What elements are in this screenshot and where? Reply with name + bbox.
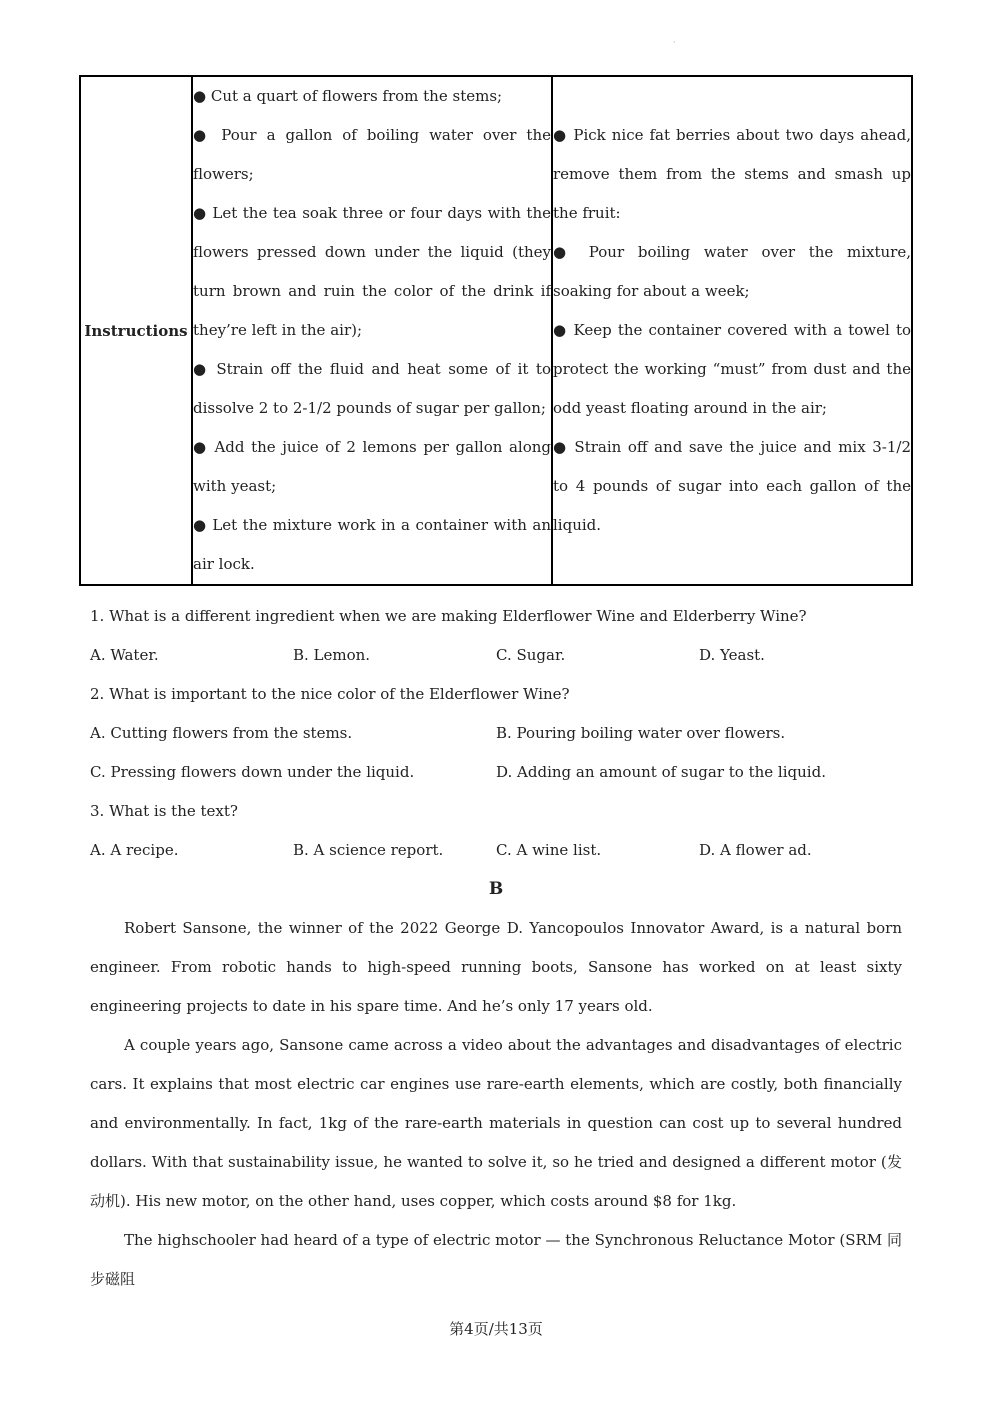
option: B. A science report. [293, 841, 444, 859]
question-3: 3. What is the text? [90, 802, 238, 820]
instruction-step: ● Let the tea soak three or four days with the flowers pressed down under the liquid (they turn brown and ruin the color of the drink if they’re left in the air); [193, 204, 551, 339]
scan-mark: · [673, 38, 676, 47]
instruction-step: ● Pick nice fat berries about two days ahead, remove them from the stems and smash up the fruit: [553, 126, 911, 222]
option: A. A recipe. [90, 841, 179, 859]
page-footer: 第4页/共13页 [449, 1320, 543, 1338]
option: A. Water. [90, 646, 159, 664]
question-1: 1. What is a different ingredient when we are making Elderflower Wine and Elderberry Wine? [90, 607, 807, 625]
question-2: 2. What is important to the nice color of the Elderflower Wine? [90, 685, 570, 703]
option: C. A wine list. [496, 841, 602, 859]
instruction-step: ● Strain off and save the juice and mix 3-1/2 to 4 pounds of sugar into each gallon of the liquid. [553, 438, 911, 534]
question-2-options-row-1 [90, 714, 905, 753]
section-heading: B [488, 879, 504, 899]
instruction-step: ● Pour boiling water over the mixture, soaking for about a week; [553, 243, 911, 300]
paragraph: Robert Sansone, the winner of the 2022 George D. Yancopoulos Innovator Award, is a natural born engineer. From robotic hands to high-speed running boots, Sansone has worked on at least sixty engineering projects to date in his spare time. And he’s only 17 years old. [90, 919, 902, 1015]
option: C. Pressing flowers down under the liquid. [90, 763, 415, 781]
option: A. Cutting flowers from the stems. [90, 724, 353, 742]
instruction-step: ● Add the juice of 2 lemons per gallon along with yeast; [193, 438, 551, 495]
option: B. Pouring boiling water over flowers. [496, 724, 786, 742]
instruction-step: ● Pour a gallon of boiling water over the flowers; [193, 126, 551, 183]
paragraph: A couple years ago, Sansone came across a video about the advantages and disadvantages of electric cars. It explains that most electric car engines use rare-earth elements, which are costly, both financially and environmentally. In fact, 1kg of the rare-earth materials in question can cost up to several hundred dollars. With that sustainability issue, he wanted to solve it, so he tried and designed a different motor (发动机). His new motor, on the other hand, uses copper, which costs around $8 for 1kg. [90, 1036, 902, 1210]
option: B. Lemon. [293, 646, 371, 664]
option: D. A flower ad. [699, 841, 812, 859]
instruction-step: ● Let the mixture work in a container with an air lock. [193, 516, 551, 573]
elderberry-instructions [552, 76, 912, 585]
instruction-step: ● Cut a quart of flowers from the stems; [193, 87, 503, 105]
instruction-step: ● Keep the container covered with a towel to protect the working “must” from dust and the odd yeast floating around in the air; [553, 321, 911, 417]
instructions-label: Instructions [80, 76, 192, 585]
instruction-step: ● Strain off the fluid and heat some of it to dissolve 2 to 2-1/2 pounds of sugar per gallon; [193, 360, 551, 417]
paragraph: The highschooler had heard of a type of electric motor — the Synchronous Reluctance Motor (SRM 同步磁阻 [90, 1231, 902, 1288]
questions [90, 597, 905, 870]
question-3-options [90, 831, 905, 870]
option: C. Sugar. [496, 646, 566, 664]
elderflower-instructions [192, 76, 552, 585]
option: D. Adding an amount of sugar to the liquid. [496, 763, 826, 781]
article [90, 909, 902, 1299]
recipe-table [79, 75, 913, 586]
question-1-options [90, 636, 905, 675]
option: D. Yeast. [699, 646, 765, 664]
question-2-options-row-2 [90, 753, 905, 792]
